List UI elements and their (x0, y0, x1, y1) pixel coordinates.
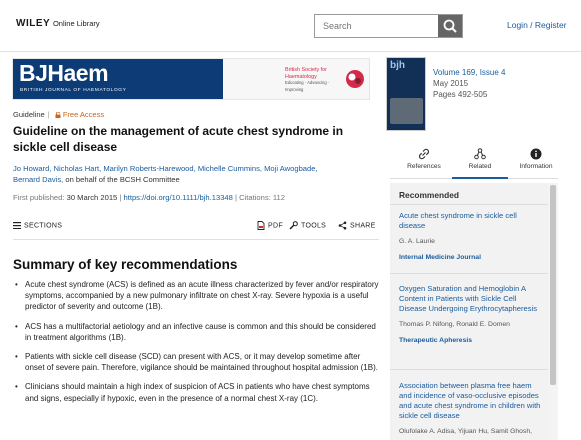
wiley-brand: WILEY (16, 18, 51, 29)
pdf-icon (257, 221, 265, 230)
cover-image (390, 98, 423, 124)
wiley-brand-sub: Online Library (52, 19, 100, 28)
share-icon (338, 221, 347, 230)
tools-button[interactable] (289, 221, 326, 230)
published-label: First published: (13, 193, 65, 202)
bsh-line2: Haematology (285, 73, 317, 80)
scrollbar-thumb[interactable] (550, 185, 556, 385)
sections-label: SECTIONS (24, 222, 63, 230)
divider (390, 273, 548, 274)
references-icon (418, 148, 430, 160)
published-date: 30 March 2015 (66, 193, 118, 202)
recommended-authors: G. A. Laurie (399, 238, 435, 245)
citations-count[interactable]: Citations: 112 (239, 193, 285, 202)
search-button[interactable] (438, 15, 462, 37)
volume-link[interactable]: Volume 169, Issue 4 (433, 68, 506, 77)
free-access-label: Free Access (62, 110, 105, 119)
article-meta: First published: 30 March 2015 | https://doi.org/10.1111/bjh.13348 | Citations: 112 (13, 193, 285, 202)
recommendation-item: • Patients with sickle cell disease (SCD) can present with ACS, or it may develop sometime after onset of severe pain. Therefore, vigilance should be maintained throughout hospital admission (1B). (13, 351, 379, 373)
recommended-journal[interactable]: Internal Medicine Journal (399, 254, 481, 261)
sections-button[interactable] (13, 222, 62, 229)
pdf-label: PDF (268, 222, 283, 230)
recommended-authors: Olufolake A. Adisa, Yijuan Hu, Samit Ghosh, (399, 428, 532, 435)
recommendation-list (13, 279, 379, 412)
recommended-title[interactable]: Oxygen Saturation and Hemoglobin A Content in Patients with Sickle Cell Disease Undergoing Erythrocytapheresis (399, 284, 538, 313)
lock-open-icon (55, 112, 61, 118)
bsh-logo-text (285, 67, 347, 93)
doi-link[interactable]: https://doi.org/10.1111/bjh.13348 (123, 193, 233, 202)
article-toolbar (13, 216, 379, 240)
author-list (13, 163, 363, 185)
share-label: SHARE (350, 222, 376, 230)
authors-committee: on behalf of the BCSH Committee (65, 175, 180, 184)
authors-line-2[interactable]: Bernard Davis, (13, 175, 64, 184)
article-type-line: Guideline | Free Access (13, 110, 105, 119)
recommended-title[interactable]: Acute chest syndrome in sickle cell disease (399, 211, 517, 230)
recommendation-item: • ACS has a multifactorial aetiology and an infective cause is common and this should be considered in treatment algorithms (1B). (13, 321, 379, 343)
cover-title: bjh (390, 60, 405, 71)
tools-icon (289, 221, 298, 230)
article-title: Guideline on the management of acute chest syndrome in sickle cell disease (13, 124, 344, 154)
search-input[interactable] (315, 15, 439, 37)
issue-pages: Pages 492-505 (433, 90, 488, 99)
recommended-item[interactable] (399, 284, 541, 344)
divider (390, 369, 548, 370)
bsh-line1: British Society for (285, 67, 327, 73)
journal-banner[interactable] (12, 58, 370, 100)
tab-information[interactable] (508, 143, 564, 179)
bjhaem-title: BJHaem (19, 60, 109, 86)
wiley-logo[interactable] (16, 18, 100, 29)
summary-heading: Summary of key recommendations (13, 257, 238, 272)
recommended-panel (390, 183, 548, 440)
tab-references-label: References (407, 163, 441, 170)
tools-label: TOOLS (301, 222, 327, 230)
issue-info (433, 67, 506, 100)
recommended-item[interactable] (399, 381, 541, 435)
issue-date: May 2015 (433, 79, 469, 88)
tab-related[interactable] (452, 143, 508, 179)
recommended-title[interactable]: Association between plasma free haem and incidence of vaso-occlusive episodes and acute chest syndrome in children with sickle cell disease (399, 381, 541, 420)
bsh-tagline: Educating · Advancing · Improving (285, 80, 330, 92)
recommended-authors: Thomas P. Nifong, Ronald E. Domen (399, 321, 510, 328)
site-header (0, 0, 581, 52)
pdf-button[interactable] (257, 221, 283, 230)
journal-cover[interactable] (386, 57, 426, 131)
search-box (314, 14, 463, 38)
recommendation-item: • Clinicians should maintain a high index of suspicion of ACS in patients who have chest symptoms and signs, especially if hypoxic, even in the presence of a normal chest X-ray (1C). (13, 381, 379, 403)
recommended-journal[interactable]: Therapeutic Apheresis (399, 337, 473, 344)
recommended-item[interactable] (399, 211, 541, 261)
bjhaem-subtitle: BRITISH JOURNAL OF HAEMATOLOGY (20, 88, 127, 93)
tab-references[interactable] (396, 143, 452, 179)
recommended-scrollbar[interactable] (548, 183, 558, 440)
information-icon (530, 148, 542, 160)
share-button[interactable] (338, 221, 376, 230)
sections-icon (13, 222, 21, 229)
login-register-link[interactable]: Login / Register (507, 20, 567, 30)
bjhaem-logo (13, 59, 223, 99)
recommendation-item: • Acute chest syndrome (ACS) is defined as an acute illness characterized by fever and/or respiratory symptoms, accompanied by a new pulmonary infiltrate on chest X-ray. Severe hypoxia is a useful predictor of severity and outcome (1B). (13, 279, 379, 313)
tab-information-label: Information (519, 163, 553, 170)
search-icon (438, 15, 462, 37)
article-type: Guideline (13, 110, 45, 119)
recommended-heading: Recommended (390, 183, 548, 205)
side-tabs (390, 143, 558, 179)
tab-related-label: Related (468, 163, 492, 170)
authors-line-1[interactable]: Jo Howard, Nicholas Hart, Marilyn Roberts-Harewood, Michelle Cummins, Moji Awogbade, (13, 164, 318, 173)
bsh-emblem-icon (345, 69, 365, 89)
related-icon (474, 148, 486, 160)
